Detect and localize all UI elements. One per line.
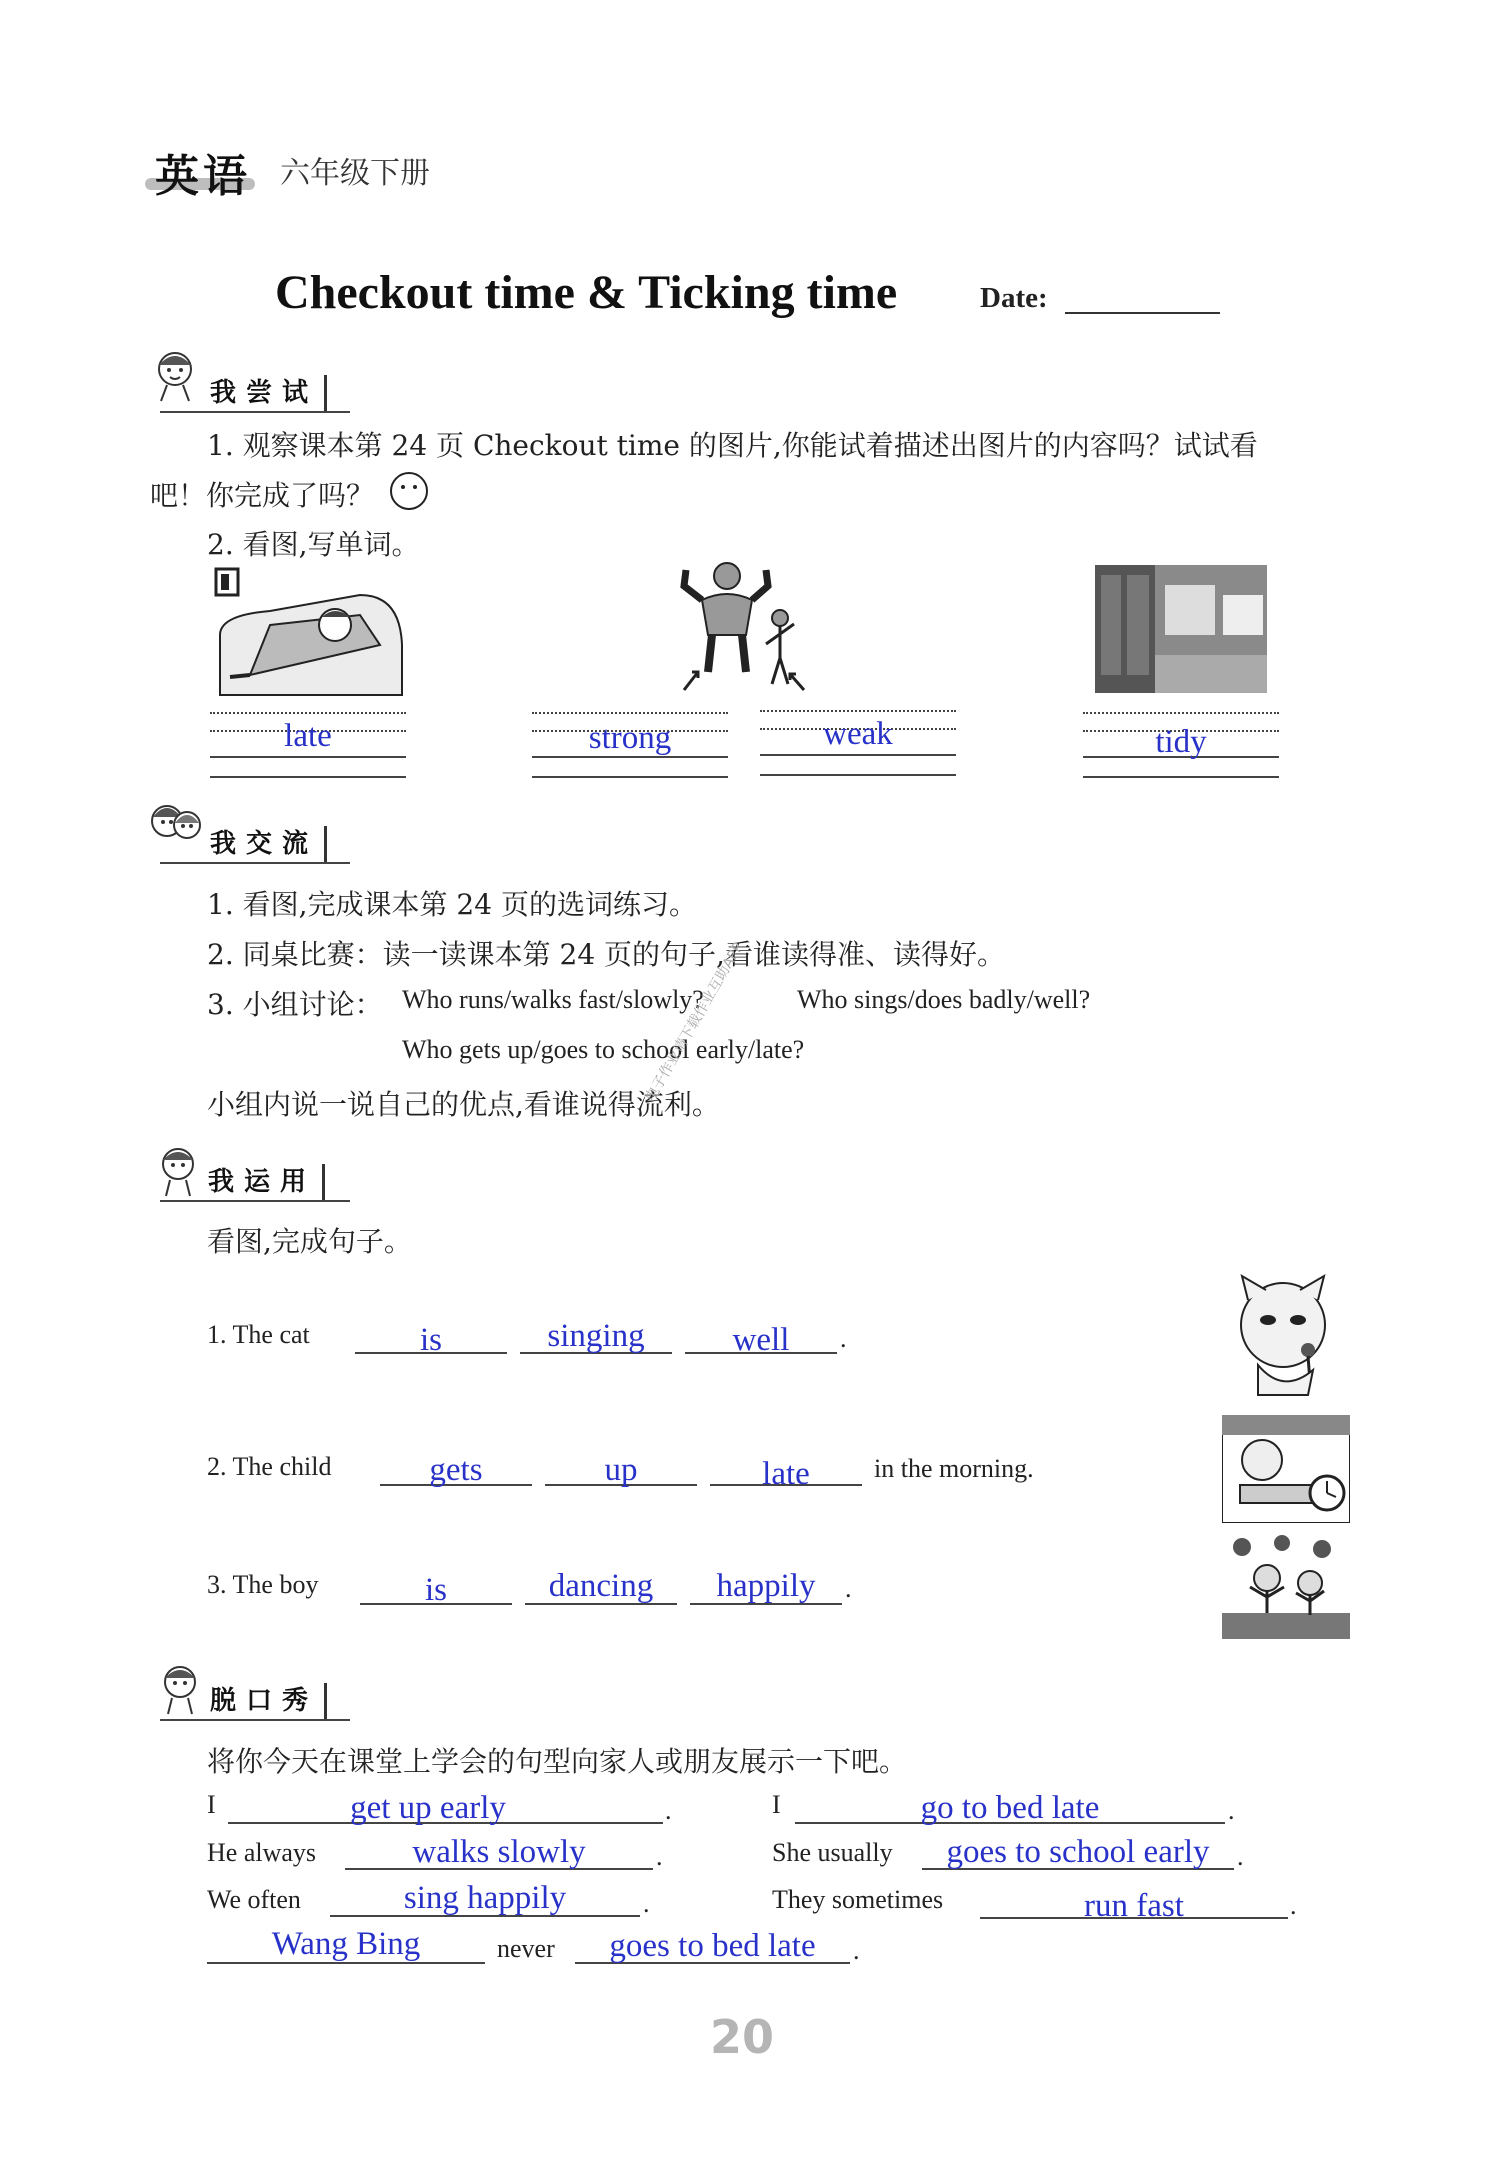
subject-title: 英语	[155, 151, 251, 202]
answer-word-tidy[interactable]: tidy	[1155, 724, 1207, 760]
s3-s3-answer2[interactable]: dancing	[548, 1568, 654, 1604]
girl-mascot-icon	[148, 1140, 210, 1198]
s2-item2: 2. 同桌比赛：读一读课本第 24 页的句子,看谁读得准、读得好。	[207, 938, 1005, 971]
section-underline	[160, 1719, 350, 1721]
s4-row3-left-prefix: We often	[207, 1885, 301, 1914]
period: .	[1228, 1796, 1235, 1825]
writing-guide-line	[760, 710, 956, 712]
s3-s2-answer1[interactable]: gets	[429, 1452, 483, 1488]
section-underline	[160, 862, 350, 864]
s3-instruction: 看图,完成句子。	[207, 1225, 412, 1258]
date-label: Date:	[980, 282, 1048, 314]
s4-row3-left-answer[interactable]: sing happily	[403, 1880, 567, 1916]
section-label-communicate: 我交流	[210, 826, 327, 862]
s4-row3-right-prefix: They sometimes	[772, 1885, 944, 1914]
boy-dancing-picture	[1222, 1533, 1350, 1639]
s3-sentence3-prefix: 3. The boy	[207, 1570, 319, 1599]
s3-s1-answer2[interactable]: singing	[547, 1318, 645, 1354]
writing-guide-line	[1083, 712, 1279, 714]
girl-mascot-icon	[150, 1658, 212, 1716]
s4-row2-right-prefix: She usually	[772, 1838, 893, 1867]
date-field[interactable]	[1065, 312, 1220, 314]
s3-sentence2-prefix: 2. The child	[207, 1452, 332, 1481]
writing-base-line	[532, 776, 728, 778]
section-label-try: 我尝试	[210, 375, 327, 411]
s2-item1: 1. 看图,完成课本第 24 页的选词练习。	[207, 888, 697, 921]
s3-s3-answer3[interactable]: happily	[716, 1568, 816, 1604]
s4-row3-right-answer[interactable]: run fast	[1084, 1888, 1184, 1924]
s4-row2-left-prefix: He always	[207, 1838, 317, 1867]
s2-item3-question1: Who runs/walks fast/slowly?	[402, 985, 704, 1014]
kids-mascot-icon	[145, 795, 207, 853]
period: .	[656, 1842, 663, 1871]
answer-word-strong[interactable]: strong	[588, 720, 672, 756]
period: .	[853, 1936, 860, 1965]
grade-label: 六年级下册	[280, 156, 430, 191]
section-label-talk-show: 脱口秀	[210, 1683, 327, 1719]
sleeping-late-picture	[210, 565, 410, 700]
writing-guide-line	[210, 712, 406, 714]
writing-base-line	[760, 754, 956, 756]
s4-row1-right-prefix: I	[772, 1790, 781, 1819]
s3-s1-answer3[interactable]: well	[732, 1322, 790, 1358]
girl-mascot-icon	[145, 345, 207, 403]
period: .	[1237, 1842, 1244, 1871]
period: .	[665, 1796, 672, 1825]
section-underline	[160, 1200, 350, 1202]
s2-item3-label: 3. 小组讨论：	[207, 988, 383, 1021]
s2-item3-question2: Who sings/does badly/well?	[797, 985, 1091, 1014]
writing-guide-line	[532, 712, 728, 714]
answer-word-late[interactable]: late	[284, 718, 332, 754]
tidy-room-picture	[1095, 565, 1267, 693]
s2-item4: 小组内说一说自己的优点,看谁说得流利。	[207, 1088, 720, 1121]
period: .	[643, 1889, 650, 1918]
singing-cat-picture	[1228, 1270, 1348, 1400]
page-number: 20	[710, 2010, 775, 2064]
watermark: 电子作业请下载作业互助APP	[642, 940, 747, 1105]
answer-word-weak[interactable]: weak	[823, 716, 893, 752]
section-label-apply: 我运用	[208, 1164, 325, 1200]
s1-question1-line1: 1. 观察课本第 24 页 Checkout time 的图片,你能试着描述出图片的内容吗？试试看	[207, 429, 1258, 462]
s3-s1-answer1[interactable]: is	[419, 1322, 442, 1358]
s4-row2-left-answer[interactable]: walks slowly	[412, 1834, 586, 1870]
s3-s2-answer2[interactable]: up	[604, 1452, 638, 1488]
s3-sentence1-suffix: .	[840, 1324, 847, 1353]
s3-s2-answer3[interactable]: late	[762, 1456, 810, 1492]
writing-base-line	[1083, 776, 1279, 778]
section-underline	[160, 411, 350, 413]
page-title: Checkout time & Ticking time	[275, 266, 898, 319]
child-late-picture	[1222, 1415, 1350, 1523]
s3-sentence3-suffix: .	[845, 1574, 852, 1603]
s4-row4-answer2[interactable]: goes to bed late	[609, 1928, 816, 1964]
writing-base-line	[210, 776, 406, 778]
s4-row1-left-prefix: I	[207, 1790, 216, 1819]
s4-row2-right-answer[interactable]: goes to school early	[946, 1834, 1210, 1870]
strong-weak-picture	[672, 560, 812, 700]
s1-question1-line2: 吧！你完成了吗？	[150, 479, 375, 512]
s4-row4-answer1[interactable]: Wang Bing	[271, 1926, 421, 1962]
s3-sentence2-suffix: in the morning.	[874, 1454, 1034, 1483]
s3-sentence1-prefix: 1. The cat	[207, 1320, 310, 1349]
s4-instruction: 将你今天在课堂上学会的句型向家人或朋友展示一下吧。	[207, 1745, 908, 1778]
writing-base-line	[760, 774, 956, 776]
writing-base-line	[210, 756, 406, 758]
s4-row4-middle: never	[497, 1934, 555, 1963]
s3-s3-answer1[interactable]: is	[424, 1572, 447, 1608]
s1-question2: 2. 看图,写单词。	[207, 528, 420, 561]
s2-item3-question3: Who gets up/goes to school early/late?	[402, 1035, 805, 1064]
s4-row1-right-answer[interactable]: go to bed late	[920, 1790, 1100, 1826]
period: .	[1290, 1891, 1297, 1920]
s4-row1-left-answer[interactable]: get up early	[350, 1790, 506, 1826]
smiley-face-icon	[388, 470, 430, 512]
